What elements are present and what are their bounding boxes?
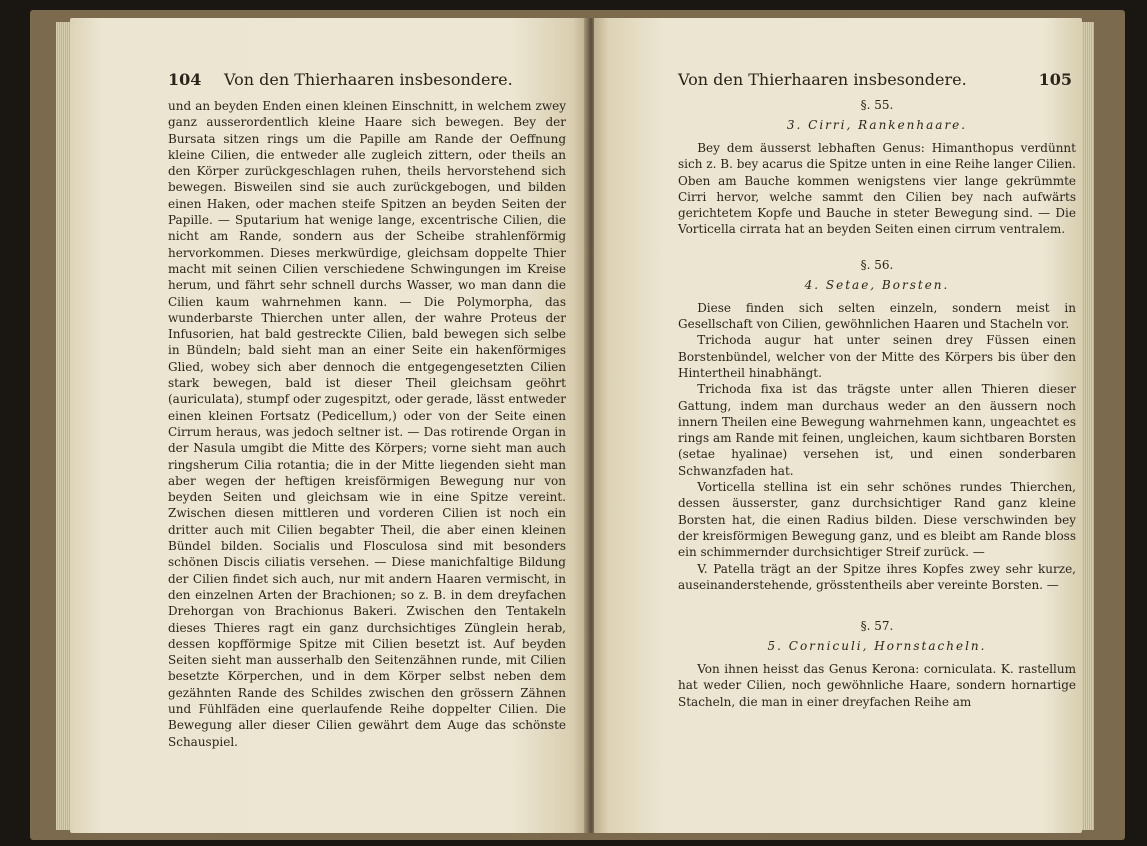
running-head-title-right: Von den Thierhaaren insbesondere. (678, 70, 967, 89)
page-number-left: 104 (168, 70, 202, 89)
left-page-content (168, 70, 566, 750)
paragraph: V. Patella trägt an der Spitze ihres Kopfes zwey sehr kurze, auseinanderstehende, grösstentheils aber vereinte Borsten. — (678, 561, 1076, 592)
right-page-edges (1080, 22, 1094, 830)
running-head-title-left: Von den Thierhaaren insbesondere. (224, 70, 513, 89)
paragraph: Diese finden sich selten einzeln, sondern meist in Gesellschaft von Cilien, gewöhnlichen Haaren und Stacheln vor. (678, 300, 1076, 332)
left-running-head (168, 70, 566, 92)
paragraph: Bey dem äusserst lebhaften Genus: Himanthopus verdünnt sich z. B. bey acarus die Spitze unten in eine Reihe langer Cilien. Oben am Bauche kommen wenigstens vier lange gekrümmte Cirri hervor, welche sammt den Cilien bey nach aufwärts gerichtetem Kopfe und Bauche in steter Bewegung sind. — Die Vorticella cirrata hat an beyden Seiten einen cirrum ventralem. (678, 141, 1076, 237)
section-subheading-corniculi: 5. Corniculi, Hornstacheln. (767, 639, 987, 654)
paragraph: Trichoda augur hat unter seinen drey Füssen einen Borstenbündel, welcher von der Mitte des Körpers bis über den Hintertheil hinabhängt. (678, 333, 1076, 380)
page-number-right: 105 (1038, 70, 1072, 89)
right-running-head (678, 70, 1076, 92)
right-page-content (678, 70, 1076, 710)
left-page-body (168, 98, 566, 750)
section-heading-57: §. 57. (860, 619, 894, 634)
section-subheading-setae: 4. Setae, Borsten. (804, 277, 950, 292)
paragraph: Von ihnen heisst das Genus Kerona: corniculata. K. rastellum hat weder Cilien, noch gewöhnliche Haare, sondern hornartige Stacheln, die man in einer dreyfachen Reihe am (678, 662, 1076, 709)
section-heading-55: §. 55. (860, 98, 894, 112)
left-page (70, 18, 588, 833)
right-page (594, 18, 1082, 833)
section-subheading-cirri: 3. Cirri, Rankenhaare. (786, 118, 968, 132)
paragraph: Vorticella stellina ist ein sehr schönes rundes Thierchen, dessen äusserster, ganz durchsichtiger Rand ganz kleine Borsten hat, die einen Radius bilden. Diese verschwinden bey der kreisförmigen Bewegung ganz, und es bleibt am Rande bloss ein schimmernder durchsichtiger Streif zurück. — (678, 480, 1076, 560)
paragraph: Trichoda fixa ist das trägste unter allen Thieren dieser Gattung, indem man durchaus weder an den äussern noch innern Theilen eine Bewegung wahrnehmen kann, ungeachtet es rings am Rande mit feinen, ungleichen, kaum sichtbaren Borsten (setae hyalinae) versehen ist, und einen sonderbaren Schwanzfaden hat. (678, 382, 1076, 478)
section-heading-56: §. 56. (860, 257, 894, 272)
right-page-body (678, 98, 1076, 710)
paragraph: und an beyden Enden einen kleinen Einschnitt, in welchem zwey ganz ausserordentlich kleine Haare sich bewegen. Bey der Bursata sitzen rings um die Papille am Rande der Oeffnung kleine Cilien, die entweder alle zugleich zittern, oder theils an den Körper zurückgeschlagen ruhen, theils hervorstehend sich bewegen. Bisweilen sind sie auch zurückgebogen, und bilden einen Haken, oder machen steife Spitzen an beyden Seiten der Papille. — Sputarium hat wenige lange, excentrische Cilien, die nicht am Rande, sondern aus der Scheibe strahlenförmig hervorkommen. Dieses merkwürdige, gleichsam doppelte Thier macht mit seinen Cilien verschiedene Schwingungen im Kreise herum, und fährt sehr schnell durchs Wasser, wo man dann die Cilien kaum wahrnehmen kann. — Die Polymorpha, das wunderbarste Thierchen unter allen, der wahre Proteus der Infusorien, hat bald gestreckte Cilien, bald bewegen sich selbe in Bündeln; bald sieht man an einer Seite ein hakenförmiges Glied, wobey sich aber dennoch die entgegengesetzten Cilien stark bewegen, bald ist dieser Theil gleichsam geöhrt (auriculata), stumpf oder zugespitzt, oder gerade, lässt entweder einen kleinen Fortsatz (Pedicellum,) oder von der Seite einen Cirrum heraus, was jedoch seltner ist. — Das rotirende Organ in der Nasula umgibt die Mitte des Körpers; vorne sieht man auch ringsherum Cilia rotantia; die in der Mitte liegenden sieht man aber wegen der heftigen kreisförmigen Bewegung nur von beyden Seiten und gleichsam wie in eine Spitze vereint. Zwischen diesen mittleren und vorderen Cilien ist noch ein dritter auch mit Cilien begabter Theil, die aber einen kleinen Bündel bilden. Socialis und Flosculosa sind mit besonders schönen Discis ciliatis versehen. — Diese manichfaltige Bildung der Cilien findet sich auch, nur mit andern Haaren vermischt, in den einzelnen Arten der Brachionen; so z. B. in dem dreyfachen Drehorgan von Brachionus Bakeri. Zwischen den Tentakeln dieses Thieres ragt ein ganz durchsichtiges Zünglein herab, dessen kopfförmige Spitze mit Cilien besetzt ist. Auf beyden Seiten sieht man ausserhalb den Seitenzähnen runde, mit Cilien besetzte Körperchen, und in dem Körper selbst neben dem gezähnten Rande des Schildes zwischen den grössern Zähnen und Fühlfäden eine querlaufende Reihe doppelter Cilien. Die Bewegung aller dieser Cilien gewährt dem Auge das schönste Schauspiel. (168, 99, 566, 749)
